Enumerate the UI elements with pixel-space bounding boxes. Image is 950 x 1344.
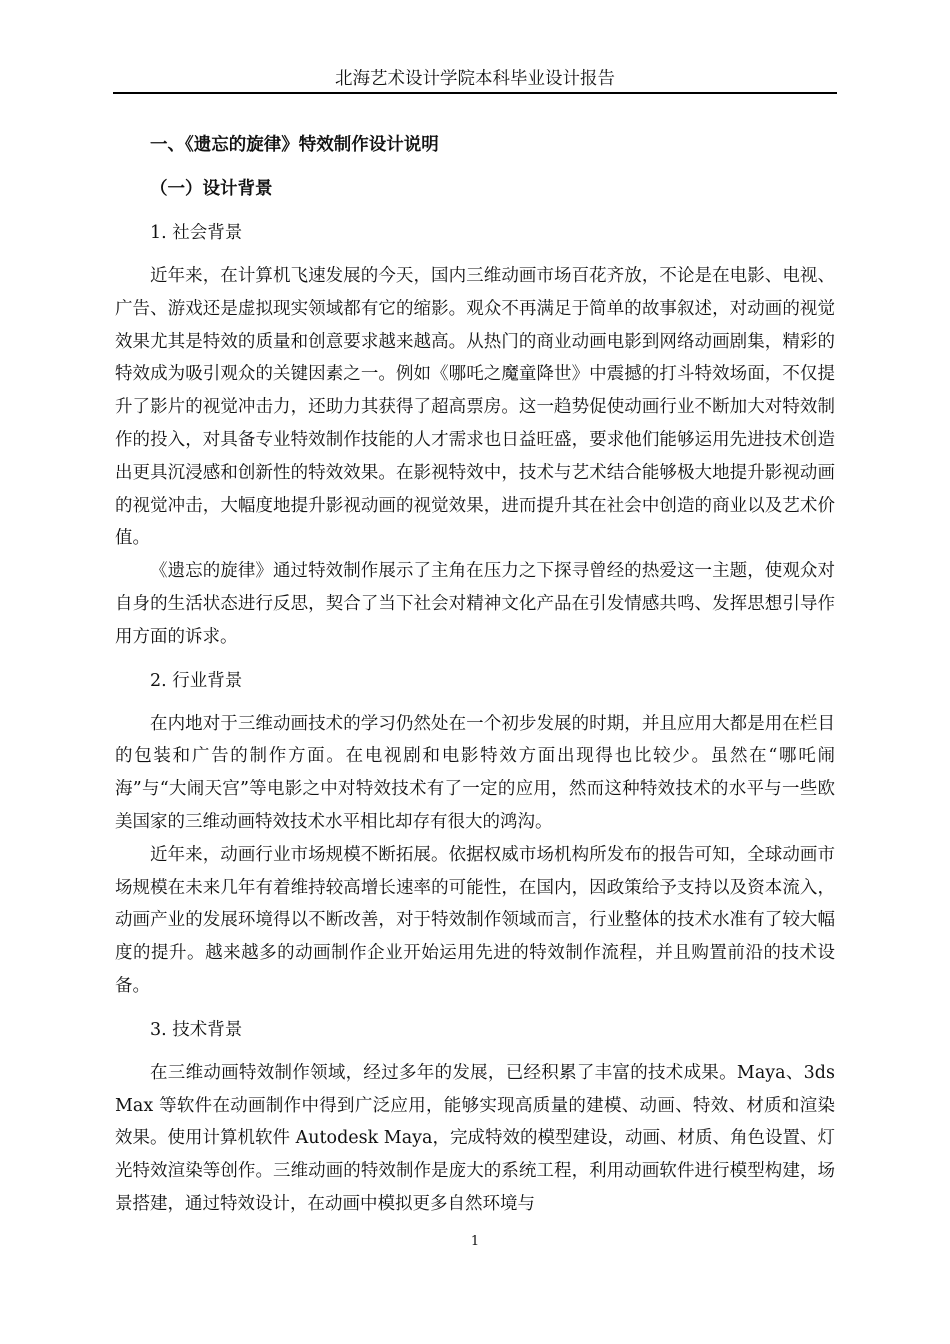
page-header: 北海艺术设计学院本科毕业设计报告 — [335, 69, 615, 89]
section-title: 一、《遗忘的旋律》特效制作设计说明 — [150, 135, 439, 155]
paragraph: 近年来，动画行业市场规模不断拓展。依据权威市场机构所发布的报告可知，全球动画市场规模在未来几年有着维持较高增长速率的可能性，在国内，因政策给予支持以及资本流入，动画产业的发展环境得以不断改善，对于特效制作领域而言，行业整体的技术水准有了较大幅度的提升。越来越多的动画制作企业开始运用先进的特效制作流程，并且购置前沿的技术设备。 — [115, 844, 835, 996]
subsection-title: （一）设计背景 — [150, 179, 273, 199]
heading-social-background: 1. 社会背景 — [150, 223, 243, 243]
header-divider — [113, 92, 837, 94]
heading-technical-background: 3. 技术背景 — [150, 1019, 243, 1040]
document-body — [115, 128, 835, 1221]
page-number: 1 — [470, 1234, 480, 1249]
paragraph: 在三维动画特效制作领域，经过多年的发展，已经积累了丰富的技术成果。Maya、3ds Max 等软件在动画制作中得到广泛应用，能够实现高质量的建模、动画、特效、材质和渲染效果。使用计算机软件 Autodesk Maya，完成特效的模型建设，动画、材质、角色设置、灯光特效渲染等创作。三维动画的特效制作是庞大的系统工程，利用动画软件进行模型构建，场景搭建，通过特效设计，在动画中模拟更多自然环境与 — [115, 1062, 836, 1214]
heading-industry-background: 2. 行业背景 — [150, 670, 243, 691]
paragraph: 《遗忘的旋律》通过特效制作展示了主角在压力之下探寻曾经的热爱这一主题，使观众对自身的生活状态进行反思，契合了当下社会对精神文化产品在引发情感共鸣、发挥思想引导作用方面的诉求。 — [115, 561, 835, 647]
paragraph: 在内地对于三维动画技术的学习仍然处在一个初步发展的时期，并且应用大都是用在栏目的包装和广告的制作方面。在电视剧和电影特效方面出现得也比较少。虽然在“哪吒闹海”与“大闹天宫”等电影之中对特效技术有了一定的应用，然而这种特效技术的水平与一些欧美国家的三维动画特效技术水平相比却存有很大的鸿沟。 — [115, 713, 835, 832]
paragraph: 近年来，在计算机飞速发展的今天，国内三维动画市场百花齐放，不论是在电影、电视、广告、游戏还是虚拟现实领域都有它的缩影。观众不再满足于简单的故事叙述，对动画的视觉效果尤其是特效的质量和创意要求越来越高。从热门的商业动画电影到网络动画剧集，精彩的特效成为吸引观众的关键因素之一。例如《哪吒之魔童降世》中震撼的打斗特效场面，不仅提升了影片的视觉冲击力，还助力其获得了超高票房。这一趋势促使动画行业不断加大对特效制作的投入，对具备专业特效制作技能的人才需求也日益旺盛，要求他们能够运用先进技术创造出更具沉浸感和创新性的特效效果。在影视特效中，技术与艺术结合能够极大地提升影视动画的视觉冲击，大幅度地提升影视动画的视觉效果，进而提升其在社会中创造的商业以及艺术价值。 — [115, 266, 835, 549]
